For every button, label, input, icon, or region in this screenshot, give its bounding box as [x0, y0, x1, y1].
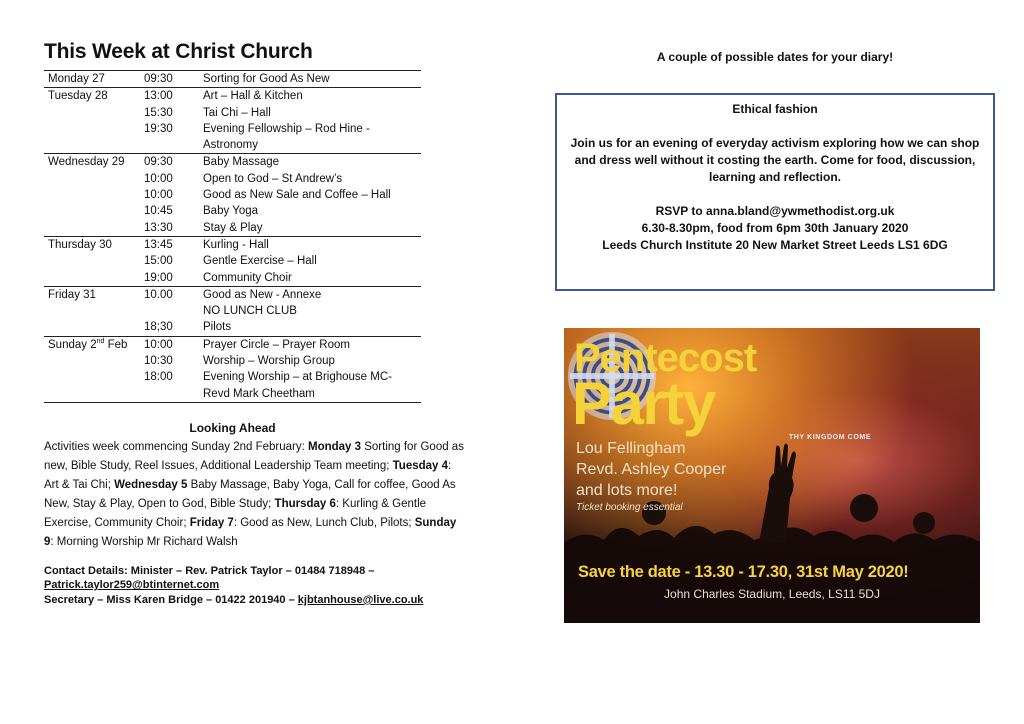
time-cell: 10.00: [140, 286, 199, 303]
table-row: [44, 319, 421, 336]
table-row: [44, 171, 421, 187]
activity-cell: Art – Hall & Kitchen: [199, 88, 421, 105]
activity-cell: Prayer Circle – Prayer Room: [199, 336, 421, 353]
looking-ahead-text: Activities week commencing Sunday 2nd February: Monday 3 Sorting for Good as new, Bible Study, Reel Issues, Additional Leadership Team meeting; Tuesday 4: Art & Tai Chi; Wednesday 5 Baby Massage, Baby Yoga, Call for coffee, Good As New, Stay & Play, Open to God, Bible Study; Thursday 6: Kurling & Gentle Exercise, Community Choir; Friday 7: Good as New, Lunch Club, Pilots; Sunday 9: Morning Worship Mr Richard Walsh: [44, 440, 464, 548]
activity-cell: Good as New Sale and Coffee – Hall: [203, 189, 391, 202]
ethical-body: Join us for an evening of everyday activism exploring how we can shop and dress well without it costing the earth. Come for food, discussion, learning and reflection.: [570, 136, 980, 184]
poster-ticket-note: Ticket booking essential: [576, 502, 683, 513]
minister-email-link[interactable]: Patrick.taylor259@btinternet.com: [44, 579, 220, 592]
activity-cell: Kurling - Hall: [199, 236, 421, 253]
poster-title-pentecost: Pentecost: [574, 336, 757, 380]
table-row: [44, 386, 421, 403]
pentecost-party-poster: [564, 328, 980, 623]
this-week-section: [44, 40, 464, 607]
day-cell: Wednesday 29: [44, 154, 140, 171]
table-row: [44, 369, 421, 385]
time-cell: 10:00: [144, 172, 173, 185]
table-row: [44, 105, 421, 121]
table-row: [44, 220, 421, 237]
table-row: [44, 353, 421, 369]
time-cell: [140, 386, 199, 403]
ethical-title: Ethical fashion: [732, 102, 818, 116]
activity-cell: NO LUNCH CLUB: [203, 305, 297, 318]
table-row: [44, 187, 421, 203]
time-cell: 10:30: [144, 355, 173, 368]
activity-cell: Astronomy: [203, 139, 258, 152]
time-cell: 19:00: [144, 271, 173, 284]
secretary-line: Secretary – Miss Karen Bridge – 01422 201940 – kjbtanhouse@live.co.uk: [44, 593, 424, 606]
time-cell: 15:00: [144, 255, 173, 268]
table-row: [44, 154, 421, 171]
table-row: [44, 236, 421, 253]
ethical-rsvp: RSVP to anna.bland@ywmethodist.org.uk: [655, 204, 895, 218]
table-row: [44, 303, 421, 319]
table-row: [44, 336, 421, 353]
time-cell: 09:30: [140, 154, 199, 171]
time-cell: 10:00: [140, 336, 199, 353]
day-cell: Sunday 2nd Feb: [44, 336, 140, 353]
activity-cell: Evening Fellowship – Rod Hine -: [203, 122, 370, 135]
time-cell: 09:30: [140, 71, 199, 88]
table-row: [44, 71, 421, 88]
activity-cell: Baby Yoga: [203, 205, 259, 218]
time-cell: 13:30: [144, 221, 173, 234]
day-cell: Friday 31: [44, 286, 140, 303]
activity-cell: Tai Chi – Hall: [203, 106, 271, 119]
activity-cell: Community Choir: [203, 271, 292, 284]
day-cell: Monday 27: [44, 71, 140, 88]
activity-cell: Stay & Play: [203, 221, 263, 234]
page-title: This Week at Christ Church: [44, 40, 313, 63]
time-cell: [140, 303, 199, 319]
table-row: [44, 121, 421, 137]
poster-save-date: Save the date - 13.30 - 17.30, 31st May 2020!: [578, 563, 909, 581]
time-cell: 13:00: [140, 88, 199, 105]
schedule-table: [44, 70, 421, 403]
ethical-time: 6.30-8.30pm, food from 6pm 30th January 2020: [641, 221, 909, 235]
time-cell: 13:45: [140, 236, 199, 253]
secretary-email-link[interactable]: kjbtanhouse@live.co.uk: [297, 593, 424, 606]
looking-ahead-heading: Looking Ahead: [189, 420, 276, 435]
activity-cell: Evening Worship – at Brighouse MC-: [203, 371, 392, 384]
time-cell: 18:00: [144, 371, 173, 384]
day-cell: Thursday 30: [44, 236, 140, 253]
activity-cell: Pilots: [203, 321, 232, 334]
time-cell: 10:00: [144, 189, 173, 202]
table-row: [44, 286, 421, 303]
activity-cell: Good as New - Annexe: [199, 286, 421, 303]
diary-heading: A couple of possible dates for your diary!: [656, 50, 894, 64]
activity-cell: Sorting for Good As New: [199, 71, 421, 88]
contact-details: [44, 564, 464, 608]
activity-cell: Open to God – St Andrew’s: [203, 172, 343, 185]
logo-caption: THY KINGDOM COME: [788, 434, 872, 441]
table-row: [44, 253, 421, 269]
ethical-fashion-box: [555, 93, 995, 291]
time-cell: 15:30: [144, 106, 173, 119]
table-row: [44, 137, 421, 154]
poster-title-party: Party: [572, 370, 715, 437]
table-row: [44, 270, 421, 287]
time-cell: 18;30: [144, 321, 173, 334]
poster-venue: John Charles Stadium, Leeds, LS11 5DJ: [664, 587, 880, 601]
table-row: [44, 88, 421, 105]
day-cell: Tuesday 28: [44, 88, 140, 105]
table-row: [44, 203, 421, 219]
activity-cell: Revd Mark Cheetham: [199, 386, 421, 403]
time-cell: 10:45: [144, 205, 173, 218]
ethical-venue: Leeds Church Institute 20 New Market Street Leeds LS1 6DG: [602, 238, 948, 252]
time-cell: 19:30: [144, 122, 173, 135]
activity-cell: Gentle Exercise – Hall: [203, 255, 317, 268]
poster-speakers: Lou Fellingham Revd. Ashley Cooper and lots more!: [576, 440, 727, 499]
activity-cell: Baby Massage: [199, 154, 421, 171]
time-cell: [140, 137, 199, 154]
activity-cell: Worship – Worship Group: [203, 355, 335, 368]
minister-line: Contact Details: Minister – Rev. Patrick Taylor – 01484 718948 –: [44, 564, 375, 577]
